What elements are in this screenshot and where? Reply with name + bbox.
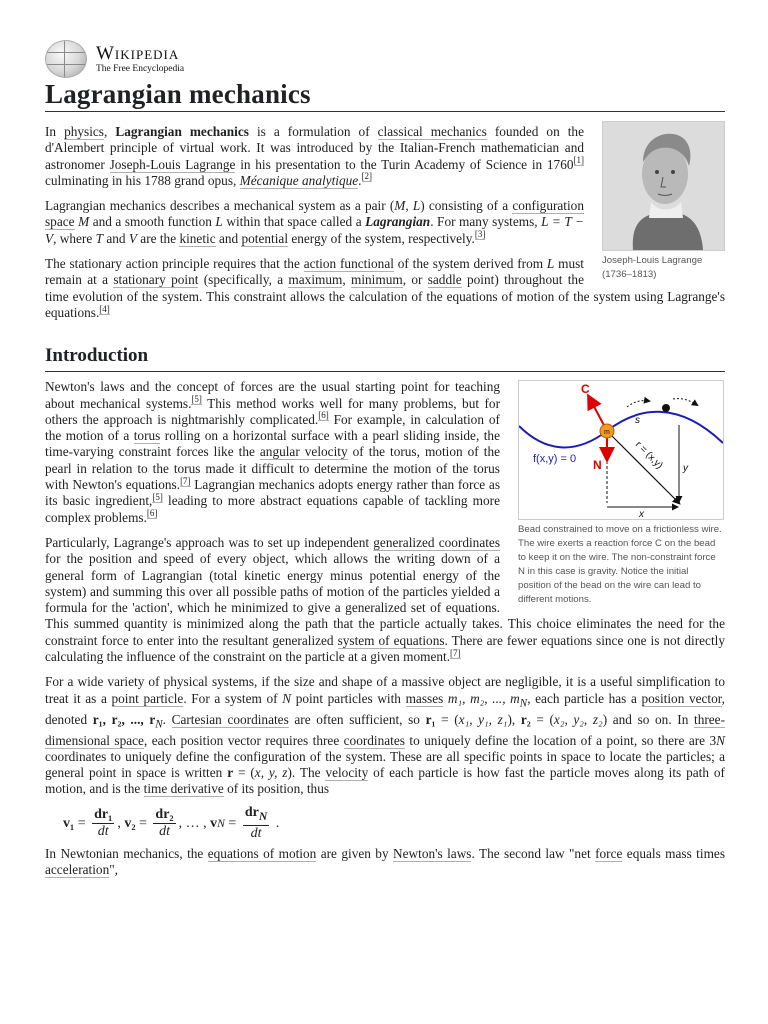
section-heading-introduction: Introduction	[45, 345, 725, 372]
ref-6[interactable]: [6]	[318, 410, 329, 421]
link-acceleration[interactable]: acceleration	[45, 862, 110, 877]
ref-7[interactable]: [7]	[180, 475, 191, 486]
intro-paragraph-4: In Newtonian mechanics, the equations of motion are given by Newton's laws. The second law "net force equals mass times acceleration",	[45, 845, 725, 877]
link-classical-mechanics[interactable]: classical mechanics	[377, 124, 487, 139]
link-torus[interactable]: torus	[133, 428, 161, 444]
lead-paragraph-1: In physics, Lagrangian mechanics is a formulation of classical mechanics founded on the d'Alembert principle of virtual work. It was introduced by the Italian-French mathematician and astronomer Joseph-Louis Lagrange in his presentation to the Turin Academy of Science in 1760[1] culminating in his 1788 grand opus, Mécanique analytique.[2]	[45, 124, 584, 188]
intro-paragraph-1: Newton's laws and the concept of forces are the usual starting point for teaching about mechanical systems.[5] This method works well for many problems, but for others the approach is nightmarishly complicated.[6] For example, in calculation of the motion of a torus rolling on a horizontal surface with a pearl sliding inside, the time-varying constraint forces like the angular velocity of the torus, motion of the pearl in relation to the torus made it difficult to determine the motion of the torus with Newton's equations.[7] Lagrangian mechanics adopts energy rather than force as its basic ingredient,[5] leading to more abstract equations capable of tackling more complex problems.[6]	[45, 379, 501, 525]
intro-paragraph-3: For a wide variety of physical systems, if the size and shape of a massive object are negligible, it is a useful simplification to treat it as a point particle. For a system of N point particles with masses m₁, m₂, ..., $m_N$, each particle has a position vector, denoted r₁, r₂, ..., $r_N$. Cartesian coordinates are often sufficient, so r₁ = (x₁, y₁, z₁), r₂ = (x₂, y₂, z₂) and so on. In three-dimensional space, each position vector requires three coordinates to uniquely define the location of a point, so there are 3N coordinates to uniquely define the configuration of the system. These are all specific points in space to locate the particles; a general point in space is written r = (x, y, z). The velocity of each particle is how fast the particle moves along its path of motion, and is the time derivative of its position, thus	[45, 674, 726, 797]
link-stationary-point[interactable]: stationary point	[113, 272, 199, 288]
portrait-caption: Joseph-Louis Lagrange (1736–1813)	[602, 255, 703, 280]
link-equations-of-motion[interactable]: equations of motion	[207, 845, 317, 861]
link-generalized-coordinates[interactable]: generalized coordinates	[373, 534, 500, 550]
page-title: Lagrangian mechanics	[45, 78, 725, 112]
link-force[interactable]: force	[595, 845, 623, 861]
ref-3[interactable]: [3]	[474, 229, 486, 240]
link-masses[interactable]: masses	[405, 690, 444, 706]
link-cartesian-coordinates[interactable]: Cartesian coordinates	[171, 711, 289, 727]
link-coordinates[interactable]: coordinates	[343, 732, 405, 748]
ref-4[interactable]: [4]	[99, 303, 110, 314]
bead-wire-diagram[interactable]	[518, 380, 724, 520]
velocity-equation: v₁ = $\frac{\text{dr₁}}{dt}$ , v₂ = $\frac{\text{dr₂}}{dt}$ , … , v N = $\frac{dr_N}{dt}$ .	[63, 805, 280, 842]
ref-6b[interactable]: [6]	[146, 508, 158, 519]
link-kinetic[interactable]: kinetic	[179, 230, 216, 246]
lead-paragraph-2: Lagrangian mechanics describes a mechanical system as a pair (M, L) consisting of a configuration space M and a smooth function L within that space called a Lagrangian. For many systems, L = T − V, where T and V are the kinetic and potential energy of the system, respectively.[3]	[45, 198, 584, 246]
page	[45, 40, 725, 878]
intro-paragraph-2: Particularly, Lagrange's approach was to set up independent generalized coordinates for the position and speed of every object, which allows the writing down of a general form of Lagrangian (total kinetic energy minus potential energy of the system) and summing this over all possible paths of motion of the particles yielded a formula for the 'action', which he minimized to give a generalized set of equations. This summed quantity is minimized along the path that the particle actually takes. This choice eliminates the need for the constraint force to enter into the resultant generalized system of equations. There are fewer equations since one is not directly calculating the influence of the constraint on the particle at a given moment.[7]	[45, 534, 725, 665]
link-velocity[interactable]: velocity	[325, 765, 369, 781]
ref-2[interactable]: [2]	[361, 171, 372, 182]
wikipedia-wordmark[interactable]: Wikipedia	[96, 42, 180, 64]
svg-text:f(x,y) = 0: f(x,y) = 0	[533, 453, 577, 466]
svg-text:x: x	[639, 509, 644, 521]
link-saddle[interactable]: saddle	[427, 272, 462, 288]
diagram-caption: Bead constrained to move on a frictionless wire. The wire exerts a reaction force C on the bead to keep it on the wire. The non-constraint force N in this case is gravity. Notice the initial position of the bead on the wire can lead to different motions.	[518, 524, 722, 606]
ref-7b[interactable]: [7]	[450, 647, 461, 658]
svg-text:C: C	[581, 382, 590, 397]
link-maximum[interactable]: maximum	[288, 272, 343, 288]
ref-1[interactable]: [1]	[573, 155, 584, 166]
wire-curve	[519, 412, 723, 448]
link-three-dimensional-space[interactable]: three-dimensional space	[45, 711, 726, 748]
link-newtons-laws[interactable]: Newton's laws	[393, 845, 472, 861]
portrait-figure	[602, 121, 725, 282]
link-angular-velocity[interactable]: angular velocity	[259, 444, 348, 460]
ref-5b[interactable]: [5]	[152, 491, 163, 502]
svg-text:N: N	[593, 458, 602, 473]
svg-text:y: y	[683, 463, 688, 475]
masthead	[45, 40, 725, 78]
link-point-particle[interactable]: point particle	[111, 690, 184, 706]
lagrange-portrait-image[interactable]	[602, 121, 725, 251]
svg-text:m: m	[604, 429, 610, 437]
wikipedia-globe-logo-icon[interactable]	[45, 40, 87, 78]
link-physics[interactable]: physics	[64, 124, 104, 139]
lead-paragraph-3: The stationary action principle requires that the action functional of the system derived from L must remain at a stationary point (specifically, a maximum, minimum, or saddle point) throughout the time evolution of the system. This constraint allows the calculation of the equations of motion of the system using Lagrange's equations.[4]	[45, 256, 725, 320]
svg-text:r = (x,y): r = (x,y)	[632, 439, 665, 472]
svg-text:s: s	[635, 415, 640, 427]
link-action-functional[interactable]: action functional	[303, 256, 394, 272]
link-lagrange[interactable]: Joseph-Louis Lagrange	[109, 156, 236, 172]
link-mecanique-analytique[interactable]: Mécanique analytique	[239, 172, 359, 188]
link-potential[interactable]: potential	[241, 230, 289, 246]
link-minimum[interactable]: minimum	[350, 272, 403, 288]
link-time-derivative[interactable]: time derivative	[143, 781, 224, 797]
bead-diagram-figure	[518, 380, 724, 607]
ref-5[interactable]: [5]	[191, 394, 202, 405]
wikipedia-tagline: The Free Encyclopedia	[96, 63, 185, 74]
link-position-vector[interactable]: position vector	[641, 690, 722, 706]
link-configuration-space[interactable]: configuration space	[45, 198, 584, 230]
link-system-of-equations[interactable]: system of equations	[337, 632, 445, 648]
